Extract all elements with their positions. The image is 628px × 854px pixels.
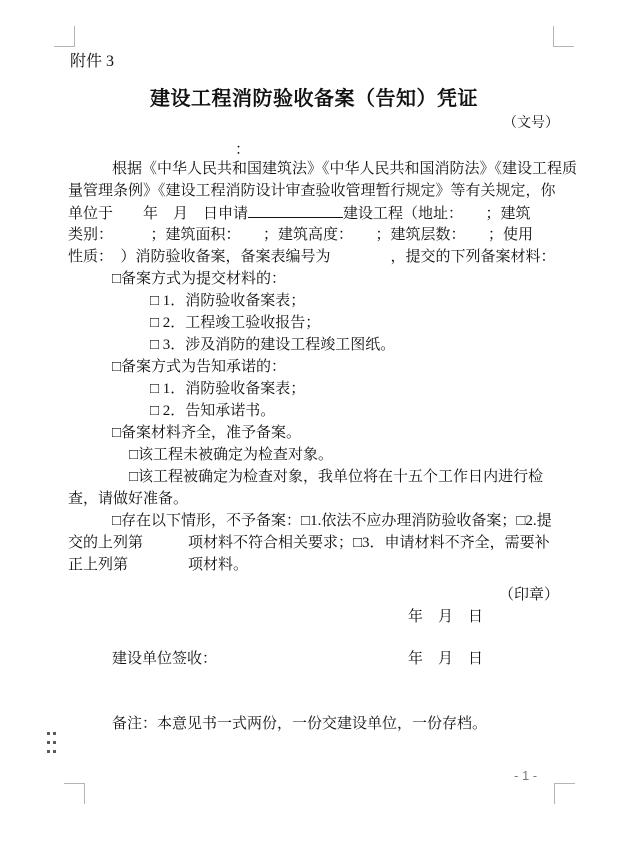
document-body [68,158,578,576]
crop-mark-top-left-icon [54,26,75,47]
checkbox-line: □ 2．告知承诺书。 [150,403,276,419]
checkbox-line: □存在以下情形，不予备案：□1.依法不应办理消防验收备案；□2.提 [112,513,552,529]
doc-line: 查，请做好准备。 [68,491,189,507]
doc-line: 量管理条例》《建设工程消防设计审查验收管理暂行规定》等有关规定，你 [68,183,556,199]
crop-mark-bottom-right-icon [554,783,575,804]
seal-placeholder: （印章） [498,587,559,603]
crop-mark-bottom-left-icon [64,783,85,804]
dot [53,741,56,744]
dot [53,732,56,735]
checkbox-line: □该工程未被确定为检查对象。 [129,447,334,463]
doc-line-post: 建设工程（地址： ；建筑 [343,206,531,222]
checkbox-line: □ 1．消防验收备案表； [150,381,306,397]
page-number: - 1 - [514,768,538,783]
dot [47,741,50,744]
doc-line-with-blank [68,202,562,224]
dot [47,732,50,735]
doc-line-pre: 单位于 年 月 日申请 [68,206,249,222]
fill-in-blank-underline [248,202,343,218]
checkbox-line: □备案材料齐全，准予备案。 [112,425,302,441]
page-title: 建设工程消防验收备案（告知）凭证 [150,88,478,110]
sign-receipt-label: 建设单位签收： [112,651,218,667]
doc-line: 交的上列第 项材料不符合相关要求；□3．申请材料不齐全，需要补 [68,535,550,551]
dot [47,750,50,753]
doc-line: 类别： ；建筑面积： ；建筑高度： ；建筑层数： ；使用 [68,227,534,243]
checkbox-line: □ 2．工程竣工验收报告； [150,315,321,331]
dot [53,750,56,753]
crop-mark-top-right-icon [553,26,574,47]
date-line: 年 月 日 [407,651,483,667]
doc-line: 性质： ）消防验收备案，备案表编号为 ，提交的下列备案材料： [68,249,556,265]
note-line: 备注：本意见书一式两份，一份交建设单位，一份存档。 [112,716,488,732]
date-line: 年 月 日 [407,609,483,625]
checkbox-line: □ 1．消防验收备案表； [150,293,306,309]
checkbox-line: □备案方式为提交材料的： [112,271,287,287]
checkbox-line: □ 3．涉及消防的建设工程竣工图纸。 [150,337,396,353]
checkbox-line: □备案方式为告知承诺的： [112,359,287,375]
doc-number-label: （文号） [503,116,559,131]
checkbox-line: □该工程被确定为检查对象，我单位将在十五个工作日内进行检 [129,469,544,485]
doc-line: 根据《中华人民共和国建筑法》《中华人民共和国消防法》《建设工程质 [112,161,578,177]
addressee-colon: ： [235,142,251,158]
drag-handle-dots-icon [47,732,56,753]
attachment-label: 附件 3 [70,53,115,70]
doc-line: 正上列第 项材料。 [68,557,249,573]
